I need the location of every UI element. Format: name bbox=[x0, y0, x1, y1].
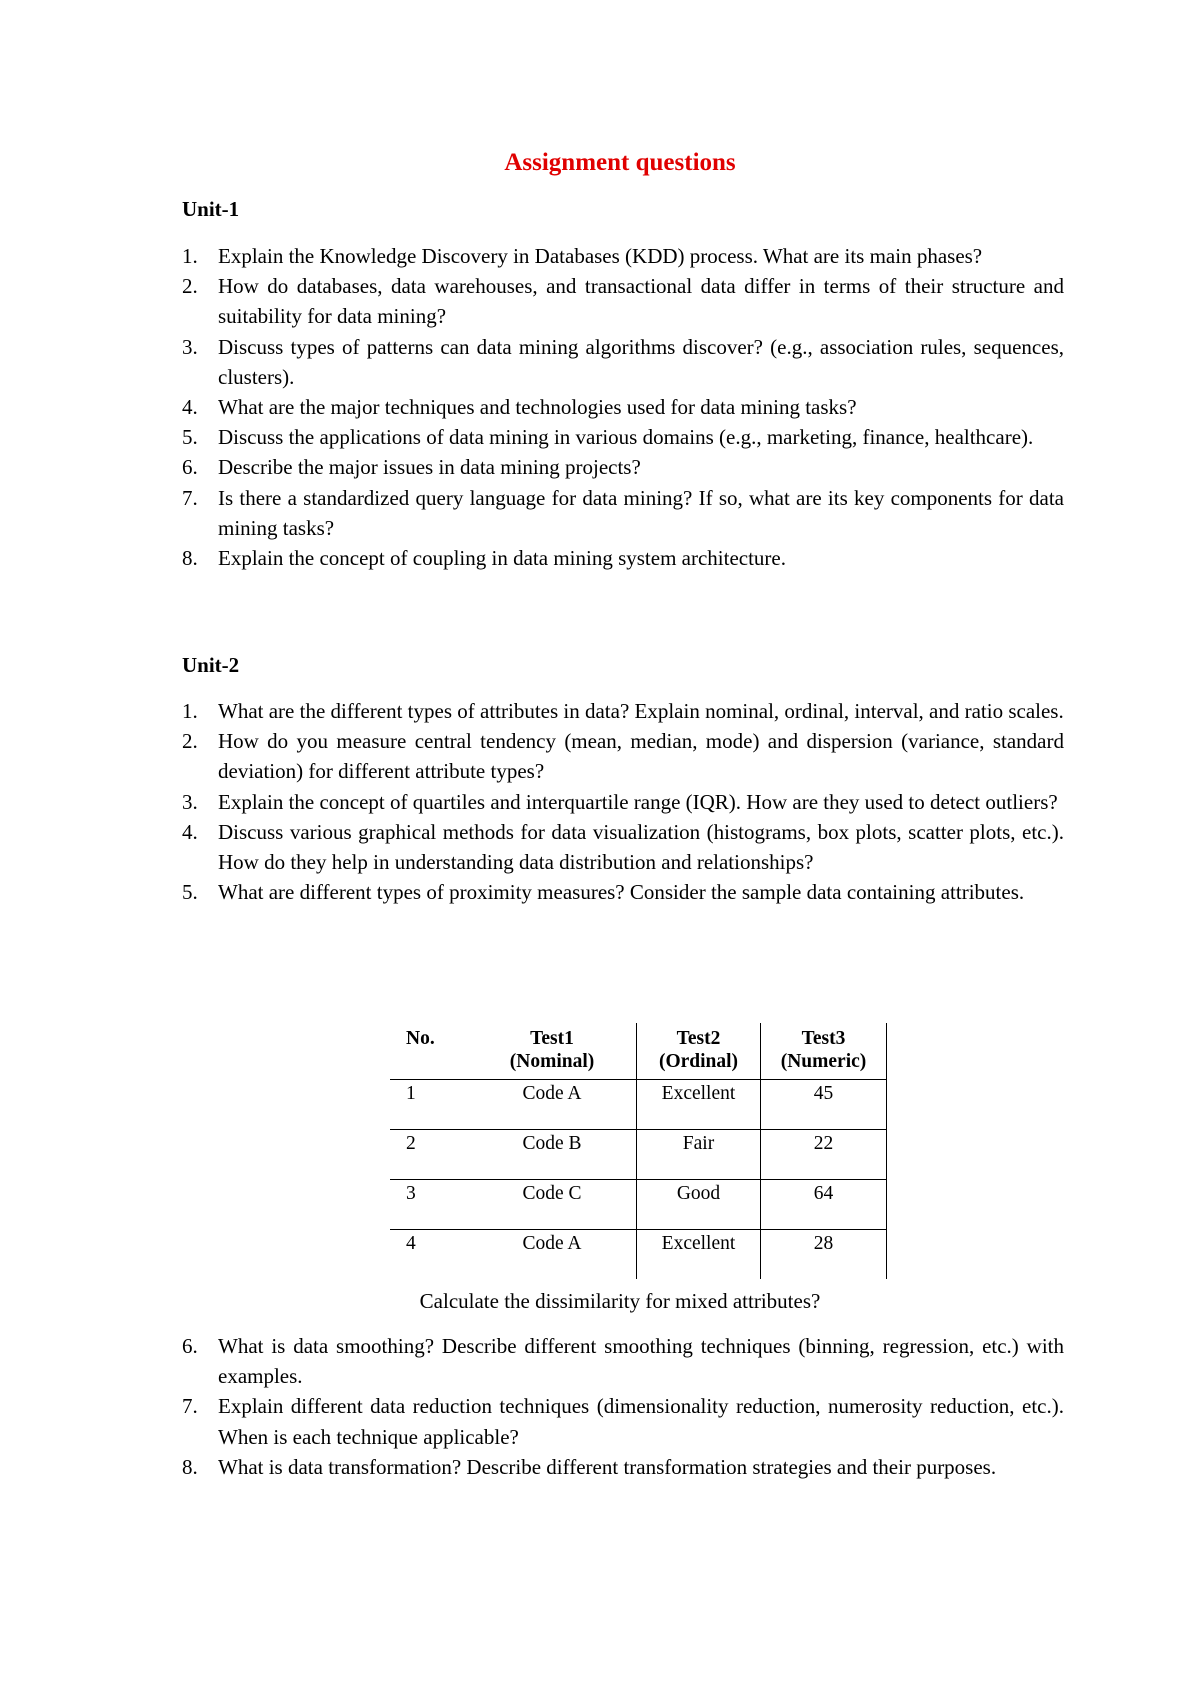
question-number: 8. bbox=[182, 1454, 198, 1479]
header-test3 bbox=[761, 1023, 887, 1080]
question-text: What are different types of proximity measures? Consider the sample data containing attributes. bbox=[218, 880, 1025, 905]
question-number: 5. bbox=[182, 425, 198, 450]
question-text: How do databases, data warehouses, and transactional data differ in terms of their structure and suitability for data mining? bbox=[218, 274, 1064, 329]
cell-no: 2 bbox=[390, 1130, 468, 1180]
list-item bbox=[182, 787, 1064, 817]
table-row bbox=[390, 1130, 887, 1180]
cell-no: 1 bbox=[390, 1080, 468, 1130]
unit-2-heading: Unit-2 bbox=[182, 653, 240, 677]
question-number: 8. bbox=[182, 546, 198, 571]
question-number: 4. bbox=[182, 819, 198, 844]
list-item bbox=[182, 817, 1064, 877]
list-item bbox=[182, 241, 1064, 271]
list-item bbox=[182, 332, 1064, 392]
header-test1 bbox=[468, 1023, 637, 1080]
question-number: 4. bbox=[182, 395, 198, 420]
list-item bbox=[182, 726, 1064, 786]
cell-test1: Code C bbox=[468, 1180, 637, 1230]
table-row bbox=[390, 1230, 887, 1280]
question-text: Explain different data reduction techniques (dimensionality reduction, numerosity reduction, etc.). When is each technique applicable? bbox=[218, 1394, 1064, 1449]
question-number: 3. bbox=[182, 789, 198, 814]
question-number: 5. bbox=[182, 880, 198, 905]
unit-2-question-list bbox=[182, 696, 1064, 907]
question-text: Discuss the applications of data mining in various domains (e.g., marketing, finance, healthcare). bbox=[218, 425, 1034, 450]
list-item bbox=[182, 696, 1064, 726]
question-number: 6. bbox=[182, 1334, 198, 1358]
list-item bbox=[182, 1391, 1064, 1451]
cell-test3: 28 bbox=[761, 1230, 887, 1280]
table-caption: Calculate the dissimilarity for mixed attributes? bbox=[419, 1289, 821, 1313]
question-text: Is there a standardized query language for data mining? If so, what are its key components for data mining tasks? bbox=[218, 485, 1064, 540]
unit-1-heading: Unit-1 bbox=[182, 197, 240, 221]
question-text: Discuss types of patterns can data mining algorithms discover? (e.g., association rules, sequences, clusters). bbox=[218, 334, 1064, 389]
list-item bbox=[182, 543, 1064, 573]
list-item bbox=[182, 877, 1064, 907]
header-test2 bbox=[637, 1023, 761, 1080]
question-text: Describe the major issues in data mining projects? bbox=[218, 455, 641, 480]
cell-test3: 45 bbox=[761, 1080, 887, 1130]
header-label: Test2 bbox=[676, 1028, 721, 1049]
unit-2-question-list-continued bbox=[182, 1331, 1064, 1482]
header-sublabel: (Ordinal) bbox=[658, 1051, 739, 1072]
question-number: 6. bbox=[182, 455, 198, 480]
list-item bbox=[182, 422, 1064, 452]
list-item bbox=[182, 1331, 1064, 1391]
sample-data-table bbox=[390, 1023, 887, 1279]
list-item bbox=[182, 452, 1064, 482]
header-label: No. bbox=[406, 1028, 435, 1049]
cell-test1: Code A bbox=[468, 1230, 637, 1280]
header-sublabel: (Numeric) bbox=[780, 1051, 867, 1072]
table-row bbox=[390, 1080, 887, 1130]
cell-test1: Code A bbox=[468, 1080, 637, 1130]
header-label: Test1 bbox=[530, 1028, 574, 1049]
cell-test1: Code B bbox=[468, 1130, 637, 1180]
question-text: Explain the concept of quartiles and interquartile range (IQR). How are they used to detect outliers? bbox=[218, 789, 1058, 814]
question-text: Discuss various graphical methods for data visualization (histograms, box plots, scatter plots, etc.). How do they help in understanding data distribution and relationships? bbox=[218, 819, 1064, 875]
question-text: What is data transformation? Describe different transformation strategies and their purposes. bbox=[218, 1454, 997, 1479]
question-number: 2. bbox=[182, 729, 198, 754]
header-label: Test3 bbox=[801, 1028, 846, 1049]
cell-no: 4 bbox=[406, 1233, 416, 1254]
cell-test3: 22 bbox=[761, 1130, 887, 1180]
question-text: Explain the Knowledge Discovery in Databases (KDD) process. What are its main phases? bbox=[218, 244, 983, 268]
list-item bbox=[182, 483, 1064, 543]
list-item bbox=[182, 271, 1064, 331]
header-sublabel: (Nominal) bbox=[509, 1051, 595, 1072]
question-text: How do you measure central tendency (mean, median, mode) and dispersion (variance, standard deviation) for different attribute types? bbox=[218, 729, 1064, 784]
question-number: 1. bbox=[182, 244, 198, 268]
question-number: 2. bbox=[182, 274, 198, 299]
cell-test2: Fair bbox=[637, 1130, 761, 1180]
question-text: What is data smoothing? Describe different smoothing techniques (binning, regression, etc.) with examples. bbox=[218, 1334, 1064, 1389]
cell-no: 3 bbox=[390, 1180, 468, 1230]
header-no bbox=[390, 1023, 468, 1080]
question-text: What are the different types of attributes in data? Explain nominal, ordinal, interval, and ratio scales. bbox=[218, 699, 1064, 723]
list-item bbox=[182, 392, 1064, 422]
question-text: Explain the concept of coupling in data mining system architecture. bbox=[218, 546, 786, 571]
question-number: 7. bbox=[182, 485, 198, 510]
page-title: Assignment questions bbox=[504, 149, 736, 176]
question-number: 3. bbox=[182, 334, 198, 359]
unit-1-question-list bbox=[182, 241, 1064, 573]
question-text: What are the major techniques and technologies used for data mining tasks? bbox=[218, 395, 857, 420]
cell-test2: Excellent bbox=[637, 1230, 761, 1280]
list-item bbox=[182, 1452, 1064, 1482]
cell-test3: 64 bbox=[761, 1180, 887, 1230]
question-number: 1. bbox=[182, 699, 198, 723]
cell-test2: Good bbox=[637, 1180, 761, 1230]
table-row bbox=[390, 1180, 887, 1230]
table-header-row bbox=[390, 1023, 887, 1080]
question-number: 7. bbox=[182, 1394, 198, 1419]
cell-test2: Excellent bbox=[637, 1080, 761, 1130]
